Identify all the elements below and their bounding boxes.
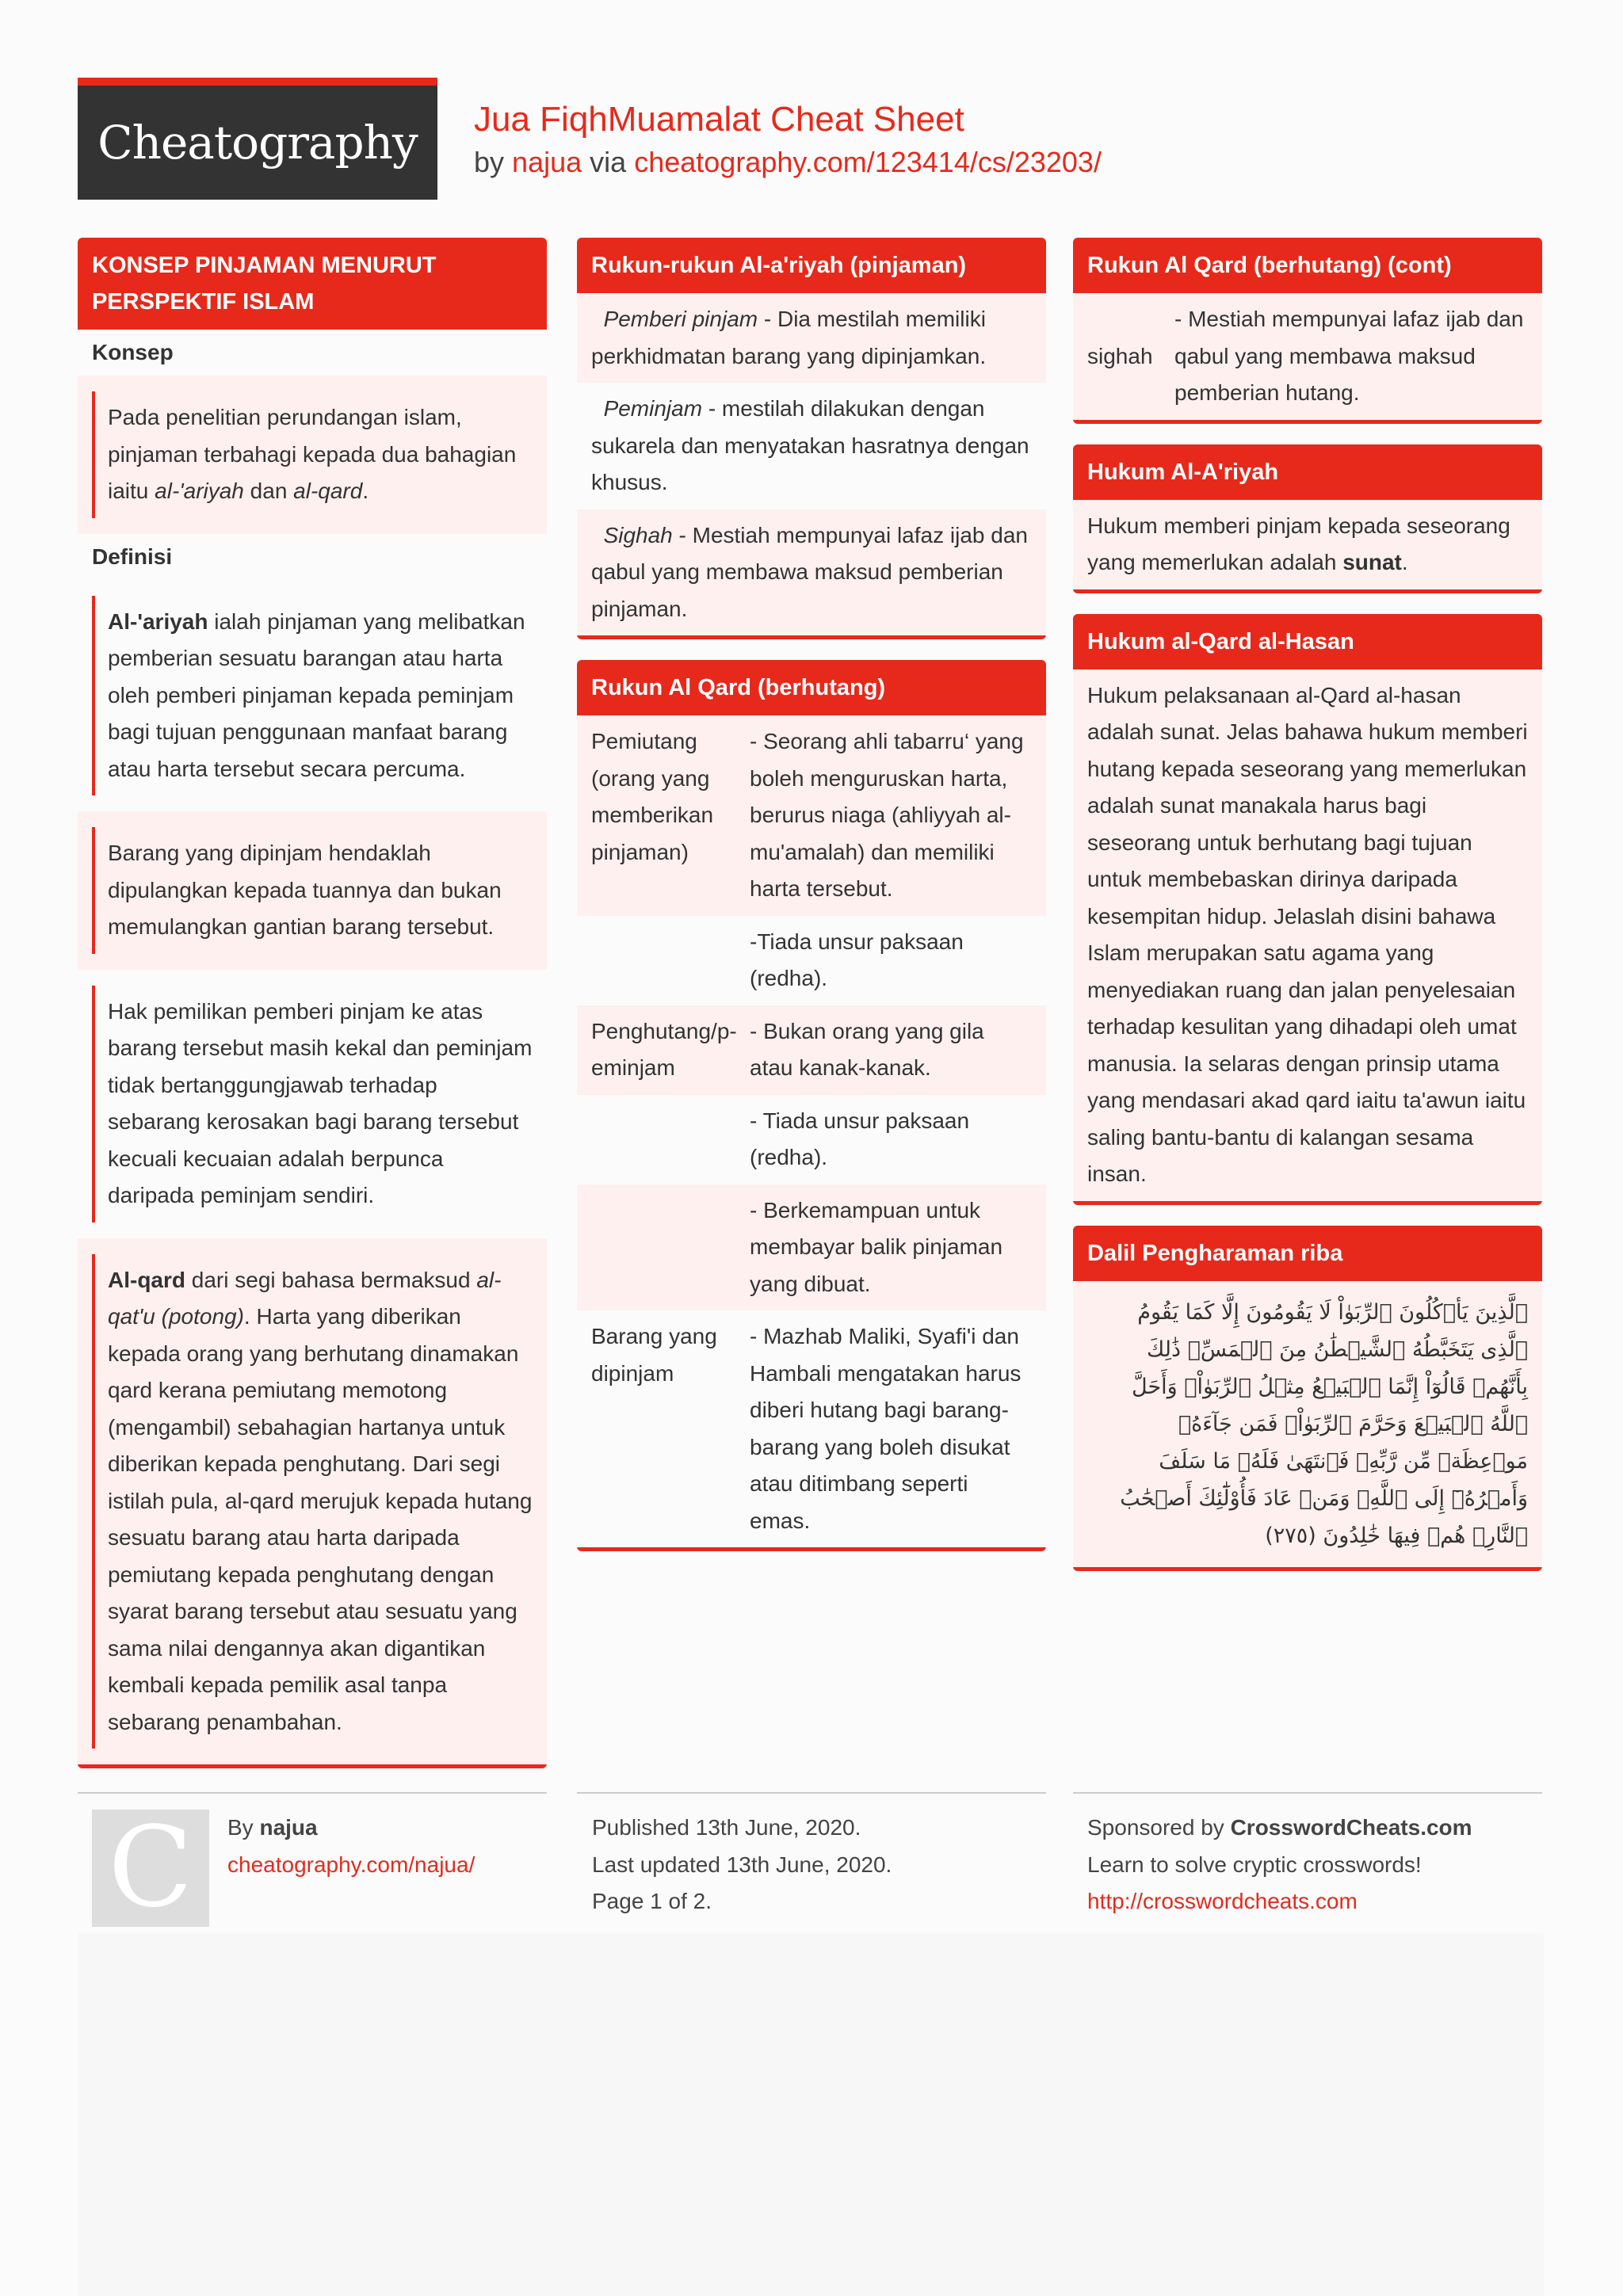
section-konsep-pinjaman [78,238,547,1768]
definisi-block-4 [78,1238,547,1765]
byline-by: by [474,146,505,178]
bottom-blank-area [78,1933,1544,2296]
sponsored-label: Sponsored by [1087,1815,1224,1840]
row-key: Pemiutang (orang yang memberikan pinjaman) [591,729,714,864]
text: . Harta yang diberikan kepada orang yang berhutang dinamakan qard kerana pemiutang memotong (mengambil) sebahagian hartanya untuk diberikan kepada penghutang. Dari segi istilah pula, al-qard merujuk kepada hutang sesuatu barang atau harta daripada pemiutang kepada penghutang dengan syarat barang tersebut atau sesuatu yang sama nilai dengannya akan digantikan kembali kepada pemilik asal tanpa sebarang penambahan. [108,1304,533,1734]
rukun-row [577,293,1046,383]
section-rukun-qard-cont [1073,238,1542,424]
page-title: Jua FiqhMuamalat Cheat Sheet [474,100,964,139]
row-key: Barang yang dipinjam [591,1324,717,1386]
definisi-text-1 [92,596,533,796]
updated-date: Last updated 13th June, 2020. [592,1852,892,1877]
definisi-text-3: Hak pemilikan pemberi pinjam ke atas barang tersebut masih kekal dan peminjam tidak bertanggungjawab terhadap sebarang kerosakan bagi barang tersebut kecuali kecuaian adalah berpunca daripada peminjam sendiri. [92,986,533,1222]
section-rukun-qard [577,660,1046,1551]
term: al-qard [293,479,363,503]
page-number: Page 1 of 2. [592,1889,712,1913]
sponsor-name: CrosswordCheats.com [1230,1815,1472,1840]
text: - Mestiah mempunyai lafaz ijab dan qabul yang membawa maksud pemberian pinjaman. [591,522,1028,621]
term: Sighah [603,522,673,547]
byline [474,146,1102,179]
row-key [591,1192,750,1303]
row-key: Penghutang/peminjam [591,1018,737,1080]
author-link[interactable]: najua [512,146,582,178]
rukun-row [577,383,1046,509]
row-value: - Mazhab Maliki, Syafi'i dan Hambali mengatakan harus diberi hutang bagi barang-barang yang boleh disukat atau ditimbang seperti emas. [750,1324,1022,1533]
section-heading: Rukun Al Qard (berhutang) (cont) [1073,238,1542,293]
text: - mestilah dilakukan dengan sukarela dan menyatakan hasratnya dengan khusus. [591,396,1029,494]
row-value: - Berkemampuan untuk membayar balik pinjaman yang dibuat. [750,1197,1003,1296]
sheet-url-link[interactable]: cheatography.com/123414/cs/23203/ [634,146,1102,178]
text: Pada penelitian perundangan islam, pinjaman terbahagi kepada dua bahagian iaitu [108,405,517,503]
text: ialah pinjaman yang melibatkan pemberian sesuatu barangan atau harta oleh pemberi pinjaman kepada peminjam bagi tujuan penggunaan manfaat barang atau harta tersebut secara percuma. [108,608,525,781]
section-heading: Hukum Al-A'riyah [1073,444,1542,500]
table-row [577,1184,1046,1311]
logo-accent-bar [78,78,437,86]
konsep-text [92,391,533,518]
arabic-verse: ٱلَّذِينَ يَأۡكُلُونَ ٱلرِّبَوٰاْ لَا يَقُومُونَ إِلَّا كَمَا يَقُومُ ٱلَّذِى يَتَخَبَّطُهُ ٱلشَّيۡطَٰنُ مِنَ ٱلۡمَسِّۚ ذَٰلِكَ بِأَنَّهُمۡ قَالُوٓاْ إِنَّمَا ٱلۡبَيۡعُ مِثۡلُ ٱلرِّبَوٰاْۗ وَأَحَلَّ ٱللَّهُ ٱلۡبَيۡعَ وَحَرَّمَ ٱلرِّبَوٰاْۚ فَمَن جَآءَهُۥ مَوۡعِظَةٞ مِّن رَّبِّهِۦ فَٱنتَهَىٰ فَلَهُۥ مَا سَلَفَ وَأَمۡرُهُۥٓ إِلَى ٱللَّهِۖ وَمَنۡ عَادَ فَأُوْلَٰٓئِكَ أَصۡحَٰبُ ٱلنَّارِۖ هُمۡ فِيهَا خَٰلِدُونَ (٢٧٥) [1073,1281,1542,1567]
published-date: Published 13th June, 2020. [592,1815,861,1840]
footer-publish-info [592,1810,892,1920]
section-heading: Rukun-rukun Al-a'riyah (pinjaman) [577,238,1046,293]
section-dalil-riba [1073,1226,1542,1571]
footer-author [227,1810,475,1883]
definisi-text-2: Barang yang dipinjam hendaklah dipulangkan kepada tuannya dan bukan memulangkan gantian barang tersebut. [92,827,533,954]
table-row [577,1005,1046,1095]
footer-by: By [227,1815,254,1840]
text: dari segi bahasa bermaksud [185,1267,477,1292]
text: - Dia mestilah memiliki perkhidmatan barang yang dipinjamkan. [591,307,987,368]
definisi-block-1 [78,580,547,812]
row-value: - Tiada unsur paksaan (redha). [750,1108,970,1169]
avatar: C [92,1810,209,1927]
text: dan [243,479,294,503]
term: Al-qard [108,1267,185,1292]
konsep-label: Konsep [78,330,547,376]
rukun-row [577,509,1046,636]
term: al-qat'u (potong) [108,1267,502,1329]
footer-sponsor [1087,1810,1472,1920]
column-1 [78,238,547,1789]
footer-author-name: najua [259,1815,318,1840]
term: al-'ariyah [155,479,244,503]
footer-divider [1073,1792,1542,1794]
row-key [591,1103,750,1177]
text: . [1401,550,1408,574]
footer-divider [577,1792,1046,1794]
section-hukum-qard [1073,614,1542,1205]
row-value: - Seorang ahli tabarru‘ yang boleh menguruskan harta, berurus niaga (ahliyyah al-mu'amalah) dan memiliki harta tersebut. [750,729,1024,901]
footer-divider [78,1792,547,1794]
row-value: - Mestiah mempunyai lafaz ijab dan qabul yang membawa maksud pemberian hutang. [1174,307,1524,405]
term: Al-'ariyah [108,608,208,634]
text: . [362,479,369,503]
section-heading: KONSEP PINJAMAN MENURUT PERSPEKTIF ISLAM [78,238,547,330]
section-heading: Dalil Pengharaman riba [1073,1226,1542,1281]
row-key [591,924,750,997]
definisi-block-3 [78,970,547,1238]
table-row [577,1310,1046,1547]
table-row [577,1095,1046,1184]
term: Peminjam [603,396,703,421]
definisi-label: Definisi [78,534,547,580]
konsep-block [78,376,547,534]
byline-via: via [590,146,627,178]
logo-text: Cheatography [97,116,418,170]
column-3 [1073,238,1542,1592]
hukum-qard-text: Hukum pelaksanaan al-Qard al-hasan adalah sunat. Jelas bahawa hukum memberi hutang kepada seseorang yang memerlukan adalah sunat manakala harus bagi seseorang untuk berhutang bagi tujuan untuk membebaskan dirinya daripada kesempitan hidup. Jelaslah disini bahawa Islam merupakan satu agama yang menyediakan ruang dan jalan penyelesaian terhadap kesulitan yang dihadapi oleh umat manusia. Ia selaras dengan prinsip utama yang mendasari akad qard iaitu ta'awun iaitu saling bantu-bantu di kalangan sesama insan. [1073,669,1542,1201]
row-value: -Tiada unsur paksaan (redha). [750,929,964,990]
hukum-ariyah-text [1073,500,1542,589]
definisi-text-4 [92,1254,533,1749]
sponsor-link[interactable]: http://crosswordcheats.com [1087,1889,1358,1913]
text: Hukum memberi pinjam kepada seseorang yang memerlukan adalah [1087,513,1510,574]
author-profile-link[interactable]: cheatography.com/najua/ [227,1852,475,1877]
row-value: - Bukan orang yang gila atau kanak-kanak. [750,1018,984,1080]
row-key: sighah [1087,343,1153,368]
section-rukun-ariyah [577,238,1046,639]
cheatography-logo[interactable] [78,78,437,200]
sponsor-text: Learn to solve cryptic crosswords! [1087,1852,1422,1877]
table-row [577,715,1046,916]
term: Pemberi pinjam [603,307,758,331]
definisi-block-2 [78,811,547,970]
section-heading: Hukum al-Qard al-Hasan [1073,614,1542,669]
term: sunat [1342,550,1402,574]
section-hukum-ariyah [1073,444,1542,593]
section-heading: Rukun Al Qard (berhutang) [577,660,1046,715]
table-row [1073,293,1542,420]
table-row [577,916,1046,1005]
column-2 [577,238,1046,1572]
